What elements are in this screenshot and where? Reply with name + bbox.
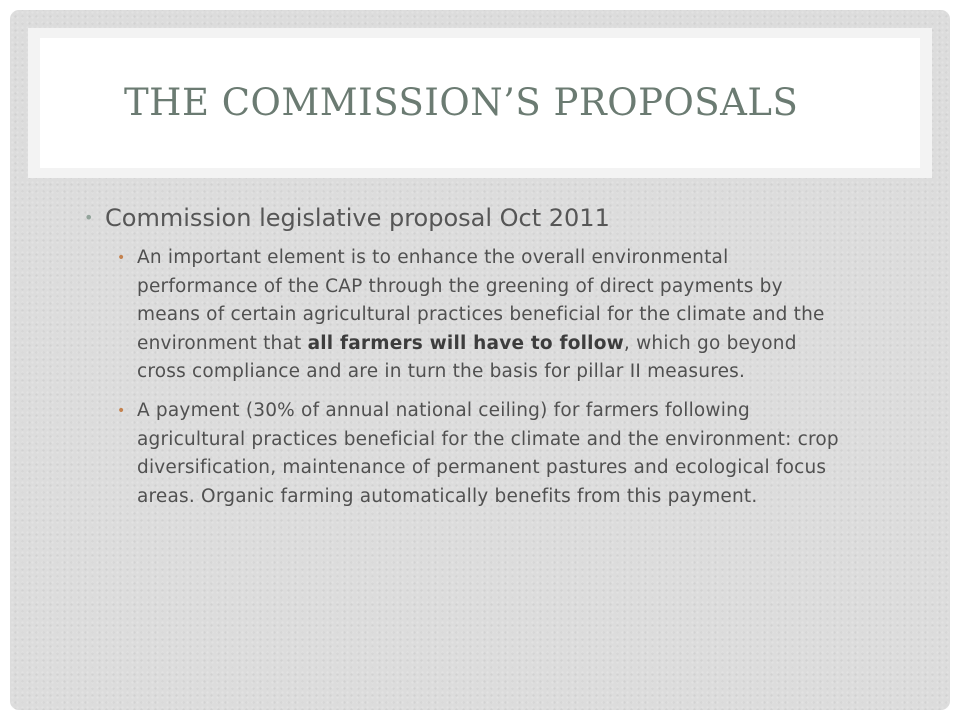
bullet-dot-icon: • [84,208,94,227]
sub-bullet-1-text-before: An important element is to enhance the overall environmental performance of the CAP through the greening of direct payments by means of certain agricultural practices beneficial for the climate and the environment that [137,247,825,354]
bullet-level1-text: Commission legislative proposal Oct 2011 [105,204,610,232]
slide [10,10,950,710]
sub-bullet-2 [117,397,844,511]
bullet-dot-icon: • [117,402,126,419]
slide-content [84,202,844,521]
sub-bullet-1-text-after: , which go beyond cross compliance and are in turn the basis for pillar II measures. [137,332,797,383]
bullet-dot-icon: • [117,250,126,266]
bullet-level1 [84,202,844,234]
sub-bullet-1 [117,244,844,387]
slide-title: THE COMMISSION’S PROPOSALS [124,81,799,124]
sub-bullet-list [117,244,844,511]
sub-bullet-1-bold-text: all farmers will have to follow [307,332,624,354]
sub-bullet-2-text: A payment (30% of annual national ceiling) for farmers following agricultural practices beneficial for the climate and the environment: crop diversification, maintenance of permanent pastures and ecological focus areas. Organic farming automatically benefits from this payment. [137,399,839,507]
